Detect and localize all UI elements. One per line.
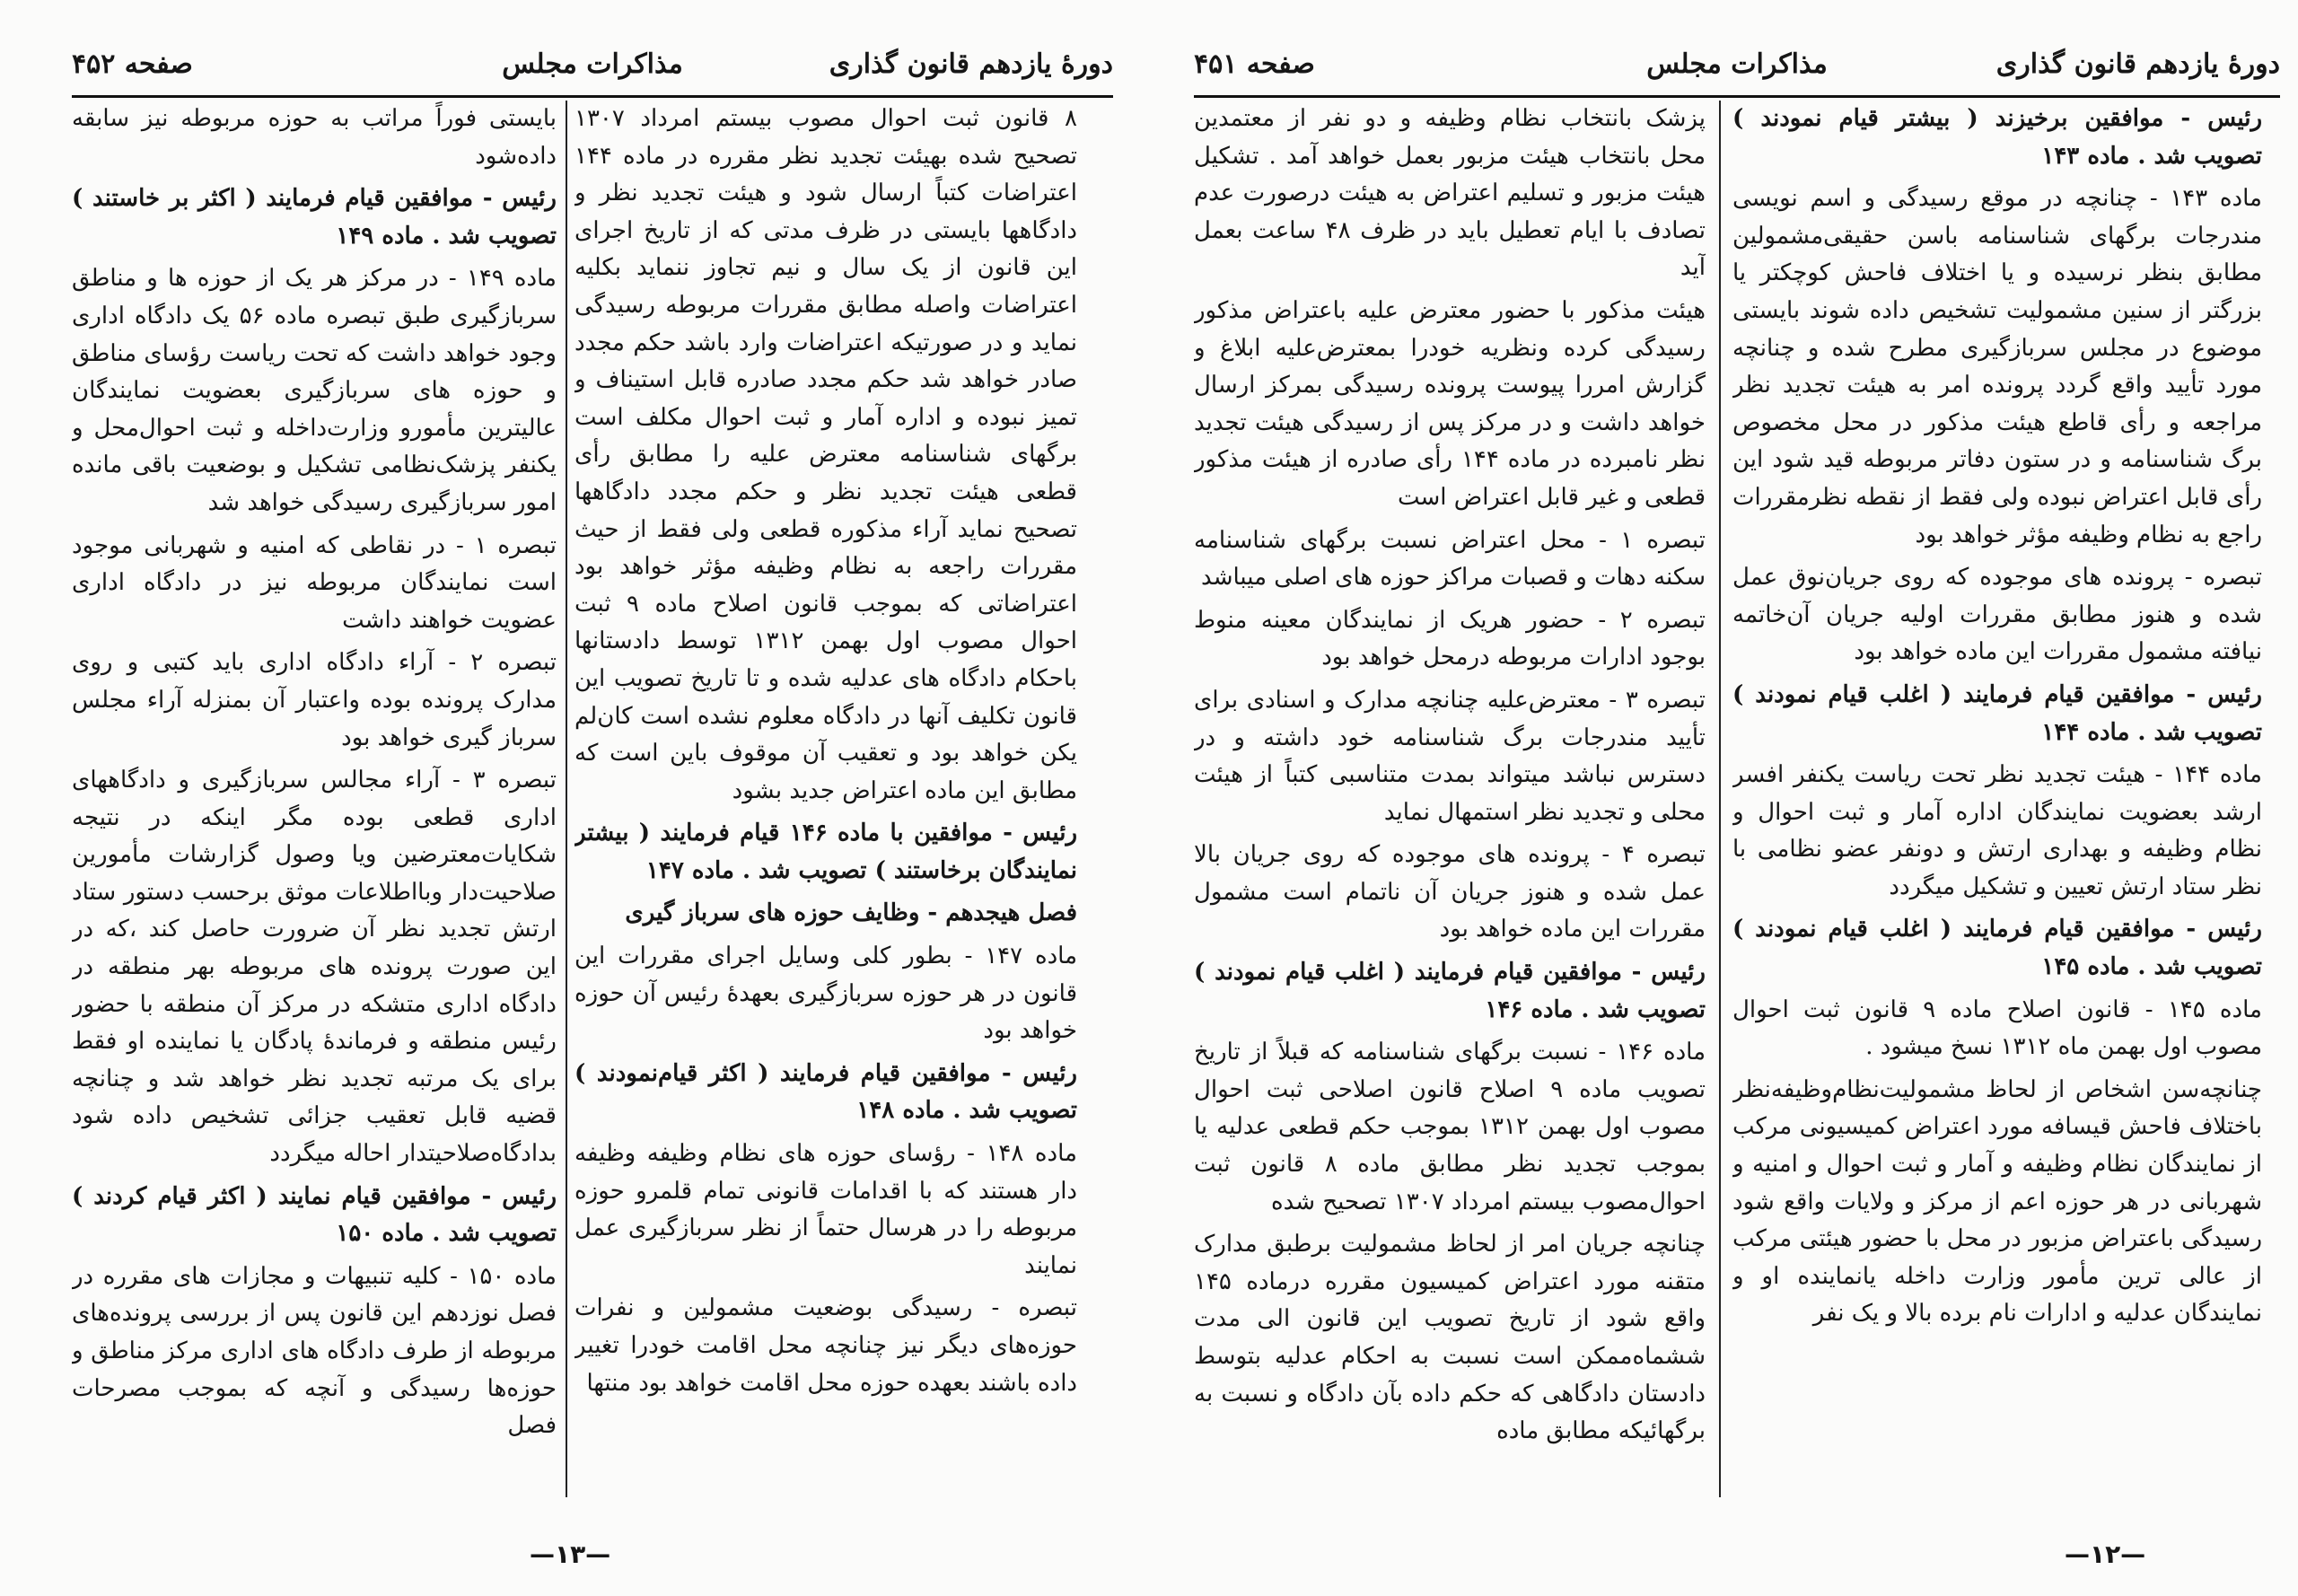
- paragraph: رئیس - موافقین قیام فرمایند ( اغلب قیام نمودند ) تصویب شد . ماده ۱۴۶: [1194, 959, 1706, 1023]
- column-divider: [1719, 101, 1721, 1497]
- paragraph: تبصره ۴ - پرونده های موجوده که روی جریان بالا عمل شده و هنوز جریان آن ناتمام است مشمول مقررات این ماده خواهد بود: [1194, 841, 1706, 943]
- page-header: [72, 43, 1113, 98]
- paragraph: ماده ۱۴۶ - نسبت برگهای شناسنامه که قبلاً از تاریخ تصویب ماده ۹ اصلاح قانون اصلاحی ثبت احوال مصوب اول بهمن ۱۳۱۲ بموجب حکم قطعی عدلیه یا بموجب تجدید نظر مطابق ماده ۸ قانون ثبت احوال‌مصوب بیستم امرداد ۱۳۰۷ تصحیح شده: [1194, 1039, 1706, 1215]
- paragraph: تبصره ۳ - معترض‌علیه چنانچه مدارک و اسنادی برای تأیید مندرجات برگ شناسنامه خود داشته و در دسترس نباشد میتواند بمدت متناسبی کتباً از هیئت محلی و تجدید نظر استمهال نماید: [1194, 686, 1706, 826]
- page-header: [1194, 43, 2280, 98]
- paragraph: تبصره - رسیدگی بوضعیت مشمولین و نفرات حوزه‌های دیگر نیز چنانچه محل اقامت خودرا تغییر داده باشند بعهده حوزه محل اقامت خواهد بود منتها: [574, 1294, 1077, 1397]
- paragraph: ماده ۱۴۹ - در مرکز هر یک از حوزه ها و مناطق سربازگیری طبق تبصره ماده ۵۶ یک دادگاه اداری وجود خواهد داشت که تحت ریاست رؤسای مناطق و حوزه های سربازگیری بعضویت نمایندگان عالیترین مأمورو وزارت‌داخله و ثبت احوال‌محل و یکنفر پزشک‌نظامی تشکیل و بوضعیت باقی مانده امور سربازگیری رسیدگی خواهد شد: [72, 265, 557, 516]
- page-folio: —۱۲—: [2065, 1539, 2146, 1569]
- page-number: صفحه ۴۵۲: [72, 48, 193, 80]
- paragraph: رئیس - موافقین با ماده ۱۴۶ قیام فرمایند ( بیشتر نمایندگان برخاستند ) تصویب شد . ماده ۱۴۷: [574, 820, 1077, 884]
- paragraph: تبصره ۳ - آراء مجالس سربازگیری و دادگاههای اداری قطعی بوده مگر اینکه در نتیجه شکایات‌معترضین ویا وصول گزارشات مأمورین صلاحیت‌دار وبااطلاعات موثق برحسب دستور ستاد ارتش تجدید نظر آن ضرورت حاصل کند ،که در این صورت پرونده های مربوطه بهر منطقه در دادگاه اداری متشکه در مرکز آن منطقه با حضور رئیس منطقه و فرماندهٔ پادگان یا نماینده او فقط برای یک مرتبه تجدید نظر خواهد شد و چنانچه قضیه قابل تعقیب جزائی تشخیص داده شود بدادگاه‌صلاحیتدار احاله میگردد: [72, 767, 557, 1168]
- paragraph: بایستی فوراً مراتب به حوزه مربوطه نیز سابقه داده‌شود: [72, 105, 557, 170]
- text-column-right: [1732, 101, 2262, 1524]
- session-title: دورهٔ یازدهم قانون گذاری: [1995, 48, 2280, 80]
- right-page: [1158, 0, 2298, 1596]
- paragraph: ماده ۱۵۰ - کلیه تنبیهات و مجازات های مقرره در فصل نوزدهم این قانون پس از بررسی پرونده‌های مربوطه از طرف دادگاه های اداری مرکز مناطق و حوزه‌ها رسیدگی و آنچه که بموجب مصرحات فصل: [72, 1262, 557, 1440]
- page-folio: —۱۳—: [530, 1539, 611, 1569]
- paragraph: چنانچه‌سن اشخاص از لحاظ مشمولیت‌نظام‌وظیفه‌نظر باختلاف فاحش قیسافه مورد اعتراض کمیسیونی مرکب از نمایندگان نظام وظیفه و آمار و ثبت احوال و امنیه و شهربانی در هر حوزه اعم از مرکز و ولایات واقع شود رسیدگی باعتراض مزبور در محل با حضور هیئتی مرکب از عالی ترین مأمور وزارت داخله یانماینده او و نمایندگان عدلیه و ادارات نام برده بالا و یک نفر: [1732, 1075, 2262, 1328]
- paragraph: تبصره ۱ - محل اعتراض نسبت برگهای شناسنامه سکنه دهات و قصبات مراکز حوزه های اصلی میباشد: [1194, 526, 1706, 592]
- paragraph: رئیس - موافقین قیام نمایند ( اکثر قیام کردند ) تصویب شد . ماده ۱۵۰: [72, 1182, 557, 1248]
- section-heading: فصل هیجدهم - وظایف حوزه های سرباز گیری: [625, 899, 1077, 927]
- running-title: مذاکرات مجلس: [1646, 48, 1828, 80]
- paragraph: ماده ۱۴۵ - قانون اصلاح ماده ۹ قانون ثبت احوال مصوب اول بهمن ماه ۱۳۱۲ نسخ میشود .: [1732, 995, 2262, 1061]
- paragraph: رئیس - موافقین قیام فرمایند ( اکثر قیام‌نمودند ) تصویب شد . ماده ۱۴۸: [574, 1059, 1077, 1125]
- paragraph: ماده ۱۴۳ - چنانچه در موقع رسیدگی و اسم نویسی مندرجات برگهای شناسنامه باسن حقیقی‌مشمولین مطابق بنظر نرسیده و یا اختلاف فاحش کوچکتر یا بزرگتر از سنین مشمولیت تشخیص داده شوند بایستی موضوع در مجلس سربازگیری مطرح شده و چنانچه مورد تأیید واقع گردد پرونده امر به هیئت تجدید نظر مراجعه و رأی قاطع هیئت مذکور در محل مخصوص برگ شناسنامه و در ستون دفاتر مربوطه قید شود این رأی قابل اعتراض نبوده ولی فقط از نقطه نظرمقررات راجع به نظام وظیفه مؤثر خواهد بود: [1732, 185, 2262, 548]
- paragraph: رئیس - موافقین قیام فرمایند ( اکثر بر خاستند ) تصویب شد . ماده ۱۴۹: [72, 185, 557, 250]
- paragraph: رئیس - موافقین قیام فرمایند ( اغلب قیام نمودند ) تصویب شد . ماده ۱۴۵: [1732, 916, 2262, 981]
- paragraph: چنانچه جریان امر از لحاظ مشمولیت برطبق مدارک متقنه مورد اعتراض کمیسیون مقرره درماده ۱۴۵ واقع شود از تاریخ تصویب این قانون الی مدت ششماه‌ممکن است نسبت به احکام عدلیه بتوسط دادستان دادگاهی که حکم داده بآن دادگاه و نسبت به برگهائیکه مطابق ماده: [1194, 1231, 1706, 1445]
- page-number: صفحه ۴۵۱: [1194, 48, 1315, 80]
- text-column-right: [574, 101, 1077, 1524]
- paragraph: ماده ۱۴۸ - رؤسای حوزه های نظام وظیفه وظیفه دار هستند که با اقدامات قانونی تمام قلمرو حوزه مربوطه را در هرسال حتماً از نظر سربازگیری عمل نمایند: [574, 1140, 1077, 1279]
- paragraph: تبصره ۲ - حضور هریک از نمایندگان معینه منوط بوجود ادارات مربوطه درمحل خواهد بود: [1194, 606, 1706, 671]
- session-title: دورهٔ یازدهم قانون گذاری: [829, 48, 1113, 80]
- paragraph: تبصره ۱ - در نقاطی که امنیه و شهربانی موجود است نمایندگان مربوطه نیز در دادگاه اداری عضویت خواهند داشت: [72, 531, 557, 634]
- running-title: مذاکرات مجلس: [502, 48, 683, 80]
- column-divider: [566, 101, 567, 1497]
- paragraph: رئیس - موافقین قیام فرمایند ( اغلب قیام نمودند ) تصویب شد . ماده ۱۴۴: [1732, 680, 2262, 746]
- paragraph: ۸ قانون ثبت احوال مصوب بیستم امرداد ۱۳۰۷ تصحیح شده بهیئت تجدید نظر مقرره در ماده ۱۴۴ اعتراضات کتباً ارسال شود و هیئت تجدید نظر و دادگاهها بایستی در ظرف مدتی که از تاریخ اجرای این قانون از یک سال و نیم تجاوز ننماید بکلیه اعتراضات واصله مطابق مقررات مربوطه رسیدگی نماید و در صورتیکه اعتراضات وارد باشد حکم مجدد صادر خواهد شد حکم مجدد صادره قابل استیناف و تمیز نبوده و اداره آمار و ثبت احوال مکلف است برگهای شناسنامه معترض علیه را مطابق رأی قطعی هیئت تجدید نظر و حکم مجدد دادگاهها تصحیح نماید آراء مذکوره قطعی ولی فقط از حیث مقررات راجعه به نظام وظیفه مؤثر خواهد بود اعتراضاتی که بموجب قانون اصلاح ماده ۹ ثبت احوال مصوب اول بهمن ۱۳۱۲ توسط دادستانها باحکام دادگاه های عدلیه شده و تا تاریخ تصویب این قانون تکلیف آنها در دادگاه معلوم نشده است کان‌لم یکن خواهد بود و تعقیب آن موقوف باین است که مطابق این ماده اعتراض جدید بشود: [574, 105, 1077, 804]
- paragraph: ماده ۱۴۴ - هیئت تجدید نظر تحت ریاست یکنفر افسر ارشد بعضویت نمایندگان اداره آمار و ثبت احوال و نظام وظیفه و بهداری ارتش و دونفر عضو نظامی با نظر ستاد ارتش تعیین و تشکیل میگردد: [1732, 761, 2262, 900]
- paragraph: پزشک بانتخاب نظام وظیفه و دو نفر از معتمدین محل بانتخاب هیئت مزبور بعمل خواهد آمد . تشکیل هیئت مزبور و تسلیم اعتراض به هیئت درصورت عدم تصادف با ایام تعطیل باید در ظرف ۴۸ ساعت بعمل آید: [1194, 105, 1706, 282]
- text-column-left: [1194, 101, 1706, 1524]
- paragraph: تبصره ۲ - آراء دادگاه اداری باید کتبی و روی مدارک پرونده بوده واعتبار آن بمنزله آراء مجلس سرباز گیری خواهد بود: [72, 649, 557, 751]
- paragraph: ماده ۱۴۷ - بطور کلی وسایل اجرای مقررات این قانون در هر حوزه سربازگیری بعهدهٔ رئیس آن حوزه خواهد بود: [574, 943, 1077, 1045]
- paragraph: رئیس - موافقین برخیزند ( بیشتر قیام نمودند ) تصویب شد . ماده ۱۴۳: [1732, 105, 2262, 170]
- text-column-left: [72, 101, 557, 1524]
- paragraph: هیئت مذکور با حضور معترض علیه باعتراض مذکور رسیدگی کرده ونظریه خودرا بمعترض‌علیه ابلاغ و گزارش امررا پیوست پرونده رسیدگی بمرکز ارسال خواهد داشت و در مرکز پس از رسیدگی هیئت تجدید نظر نامبرده در ماده ۱۴۴ رأی صادره از هیئت مذکور قطعی و غیر قابل اعتراض است: [1194, 296, 1706, 511]
- paragraph: تبصره - پرونده های موجوده که روی جریان‌نوق عمل شده و هنوز مطابق مقررات اولیه جریان آن‌خاتمه نیافته مشمول مقررات این ماده خواهد بود: [1732, 564, 2262, 666]
